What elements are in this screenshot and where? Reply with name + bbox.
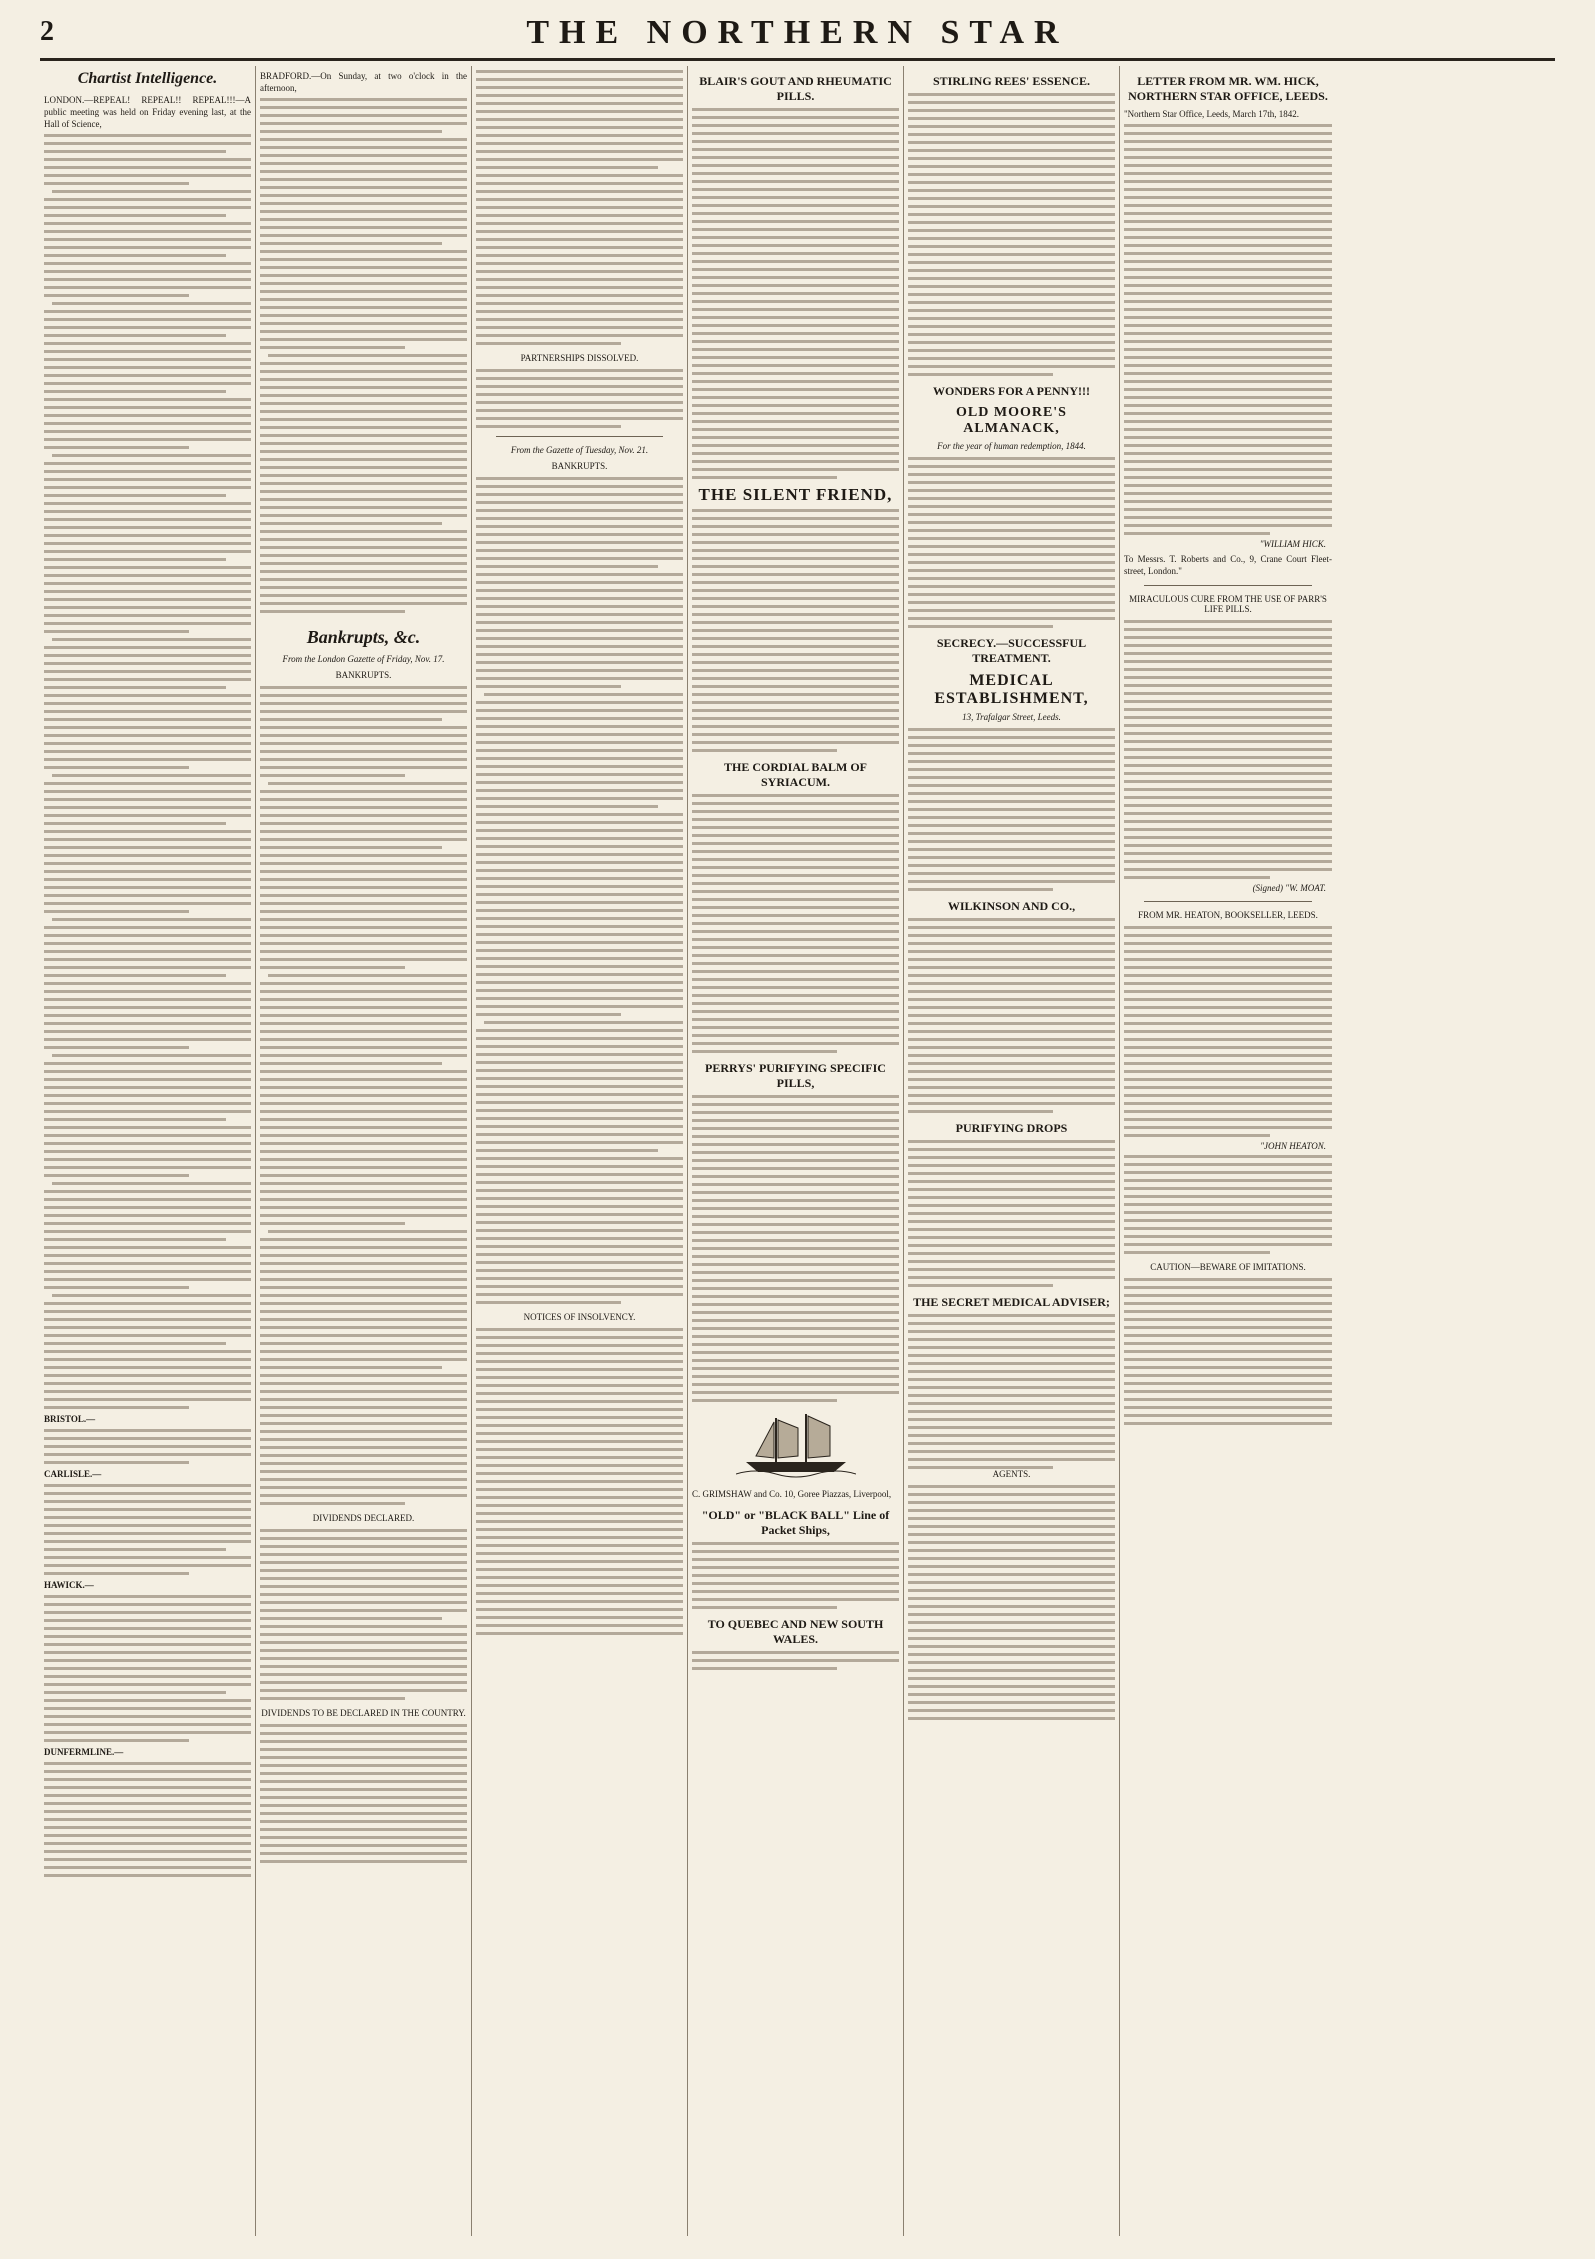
heaton-letter — [1124, 926, 1332, 1137]
notices-of-insolvency-label: NOTICES OF INSOLVENCY. — [523, 1312, 636, 1322]
agents-list — [908, 1485, 1115, 1720]
dividends-country-list — [260, 1724, 467, 1863]
bristol-heading: BRISTOL.— — [44, 1414, 96, 1424]
column-3-divider — [496, 436, 663, 437]
bradford-paragraph: BRADFORD.—On Sunday, at two o'clock in the afternoon, — [260, 71, 467, 93]
old-moores-almanack-heading: OLD MOORE'S ALMANACK, — [956, 405, 1067, 436]
caution-heading: CAUTION—BEWARE OF IMITATIONS. — [1150, 1262, 1306, 1272]
purifying-drops-heading: PURIFYING DROPS — [955, 1121, 1068, 1135]
dividends-declared-label: DIVIDENDS DECLARED. — [312, 1513, 415, 1523]
specific-pills-ad — [692, 1095, 899, 1402]
page-number: 2 — [40, 16, 54, 47]
bankrupts-heading: Bankrupts, &c. — [306, 627, 421, 647]
column-6-divider-2 — [1144, 901, 1312, 902]
hawick-text — [44, 1595, 251, 1742]
purifying-drops-ad — [908, 1140, 1115, 1287]
column-6 — [1120, 66, 1336, 2236]
gazette-friday-line: From the London Gazette of Friday, Nov. 17. — [282, 654, 445, 664]
partnerships-dissolved-label: PARTNERSHIPS DISSOLVED. — [520, 353, 639, 363]
miraculous-cure-heading: MIRACULOUS CURE FROM THE USE OF PARR'S LIFE PILLS. — [1129, 594, 1327, 614]
hick-letter-dateline: "Northern Star Office, Leeds, March 17th, 1842. — [1124, 109, 1299, 119]
hick-letter-heading: LETTER FROM MR. WM. HICK, NORTHERN STAR OFFICE, LEEDS. — [1128, 74, 1328, 103]
column-2 — [256, 66, 472, 2236]
hick-letter-body — [1124, 124, 1332, 535]
stirling-rees-ad — [908, 93, 1115, 376]
partnerships-list — [476, 369, 683, 428]
black-ball-line-ad — [692, 1542, 899, 1609]
quebec-nsw-heading: TO QUEBEC AND NEW SOUTH WALES. — [707, 1617, 884, 1646]
bankrupts-label: BANKRUPTS. — [335, 670, 392, 680]
grimshaw-line: C. GRIMSHAW and Co. 10, Goree Piazzas, Liverpool, — [692, 1489, 892, 1499]
wilkinson-heading: WILKINSON AND CO., — [947, 899, 1076, 913]
column-6-text-block-b — [1124, 1155, 1332, 1254]
column-3-text-block-a — [476, 70, 683, 345]
column-1-text-block-a — [44, 134, 251, 1409]
quebec-nsw-ad — [692, 1651, 899, 1670]
masthead-rule — [40, 58, 1555, 61]
silent-friend-ad — [692, 509, 899, 752]
blairs-pills-ad — [692, 108, 899, 479]
column-5 — [904, 66, 1120, 2236]
specific-pills-heading: PERRYS' PURIFYING SPECIFIC PILLS, — [705, 1061, 886, 1090]
column-2-bankrupts-list — [260, 686, 467, 1505]
london-repeal-paragraph: LONDON.—REPEAL! REPEAL!! REPEAL!!!—A public meeting was held on Friday evening last, at the Hall of Science, — [44, 95, 251, 129]
wilkinson-ad — [908, 918, 1115, 1113]
masthead — [40, 10, 1555, 60]
gazette-tuesday-line: From the Gazette of Tuesday, Nov. 21. — [510, 445, 649, 455]
black-ball-line-heading: "OLD" or "BLACK BALL" Line of Packet Ships, — [701, 1508, 890, 1537]
wonders-penny-heading: WONDERS FOR A PENNY!!! — [932, 384, 1090, 398]
dunfermline-heading: DUNFERMLINE.— — [44, 1747, 124, 1757]
silent-friend-heading: THE SILENT FRIEND, — [698, 485, 893, 504]
bristol-text — [44, 1429, 251, 1464]
stirling-rees-heading: STIRLING REES' ESSENCE. — [932, 74, 1091, 88]
dividends-declared-list — [260, 1529, 467, 1700]
medical-address: 13, Trafalgar Street, Leeds. — [962, 712, 1061, 722]
column-1 — [40, 66, 256, 2236]
column-3 — [472, 66, 688, 2236]
to-roberts-line: To Messrs. T. Roberts and Co., 9, Crane Court Fleet-street, London." — [1124, 554, 1332, 576]
carlisle-heading: CARLISLE.— — [44, 1469, 102, 1479]
newspaper-title: THE NORTHERN STAR — [526, 14, 1069, 51]
column-4 — [688, 66, 904, 2236]
caution-text — [1124, 1278, 1332, 1425]
medical-establishment-heading: MEDICAL ESTABLISHMENT, — [934, 672, 1089, 707]
column-6-divider — [1144, 585, 1312, 586]
blairs-pills-heading: BLAIR'S GOUT AND RHEUMATIC PILLS. — [699, 74, 892, 103]
agents-label: AGENTS. — [992, 1469, 1031, 1479]
hick-signature: "WILLIAM HICK. — [1259, 539, 1326, 549]
almanack-subtitle: For the year of human redemption, 1844. — [937, 441, 1086, 451]
miraculous-cure-letter — [1124, 620, 1332, 879]
cordial-balm-ad — [692, 794, 899, 1053]
secret-medical-adviser-ad — [908, 1314, 1115, 1469]
medical-establishment-ad — [908, 728, 1115, 891]
column-3-bankrupts-list — [476, 477, 683, 1304]
moat-signature: (Signed) "W. MOAT. — [1252, 883, 1326, 893]
almanack-ad — [908, 457, 1115, 628]
cordial-balm-heading: THE CORDIAL BALM OF SYRIACUM. — [723, 760, 867, 789]
secret-medical-adviser-heading: THE SECRET MEDICAL ADVISER; — [913, 1295, 1110, 1309]
chartist-intelligence-heading: Chartist Intelligence. — [77, 70, 218, 87]
sailing-ship-icon — [736, 1410, 856, 1480]
column-2-text-block-a — [260, 98, 467, 613]
heaton-heading: FROM MR. HEATON, BOOKSELLER, LEEDS. — [1138, 910, 1318, 920]
bankrupts-label-tuesday: BANKRUPTS. — [551, 461, 608, 471]
dividends-to-be-declared-label: DIVIDENDS TO BE DECLARED IN THE COUNTRY. — [261, 1708, 466, 1718]
secrecy-heading: SECRECY.—SUCCESSFUL TREATMENT. — [936, 636, 1087, 665]
hawick-heading: HAWICK.— — [44, 1580, 94, 1590]
page-columns — [40, 66, 1555, 2236]
heaton-signature: "JOHN HEATON. — [1260, 1141, 1326, 1151]
carlisle-text — [44, 1484, 251, 1575]
insolvency-list — [476, 1328, 683, 1635]
dunfermline-text — [44, 1762, 251, 1877]
